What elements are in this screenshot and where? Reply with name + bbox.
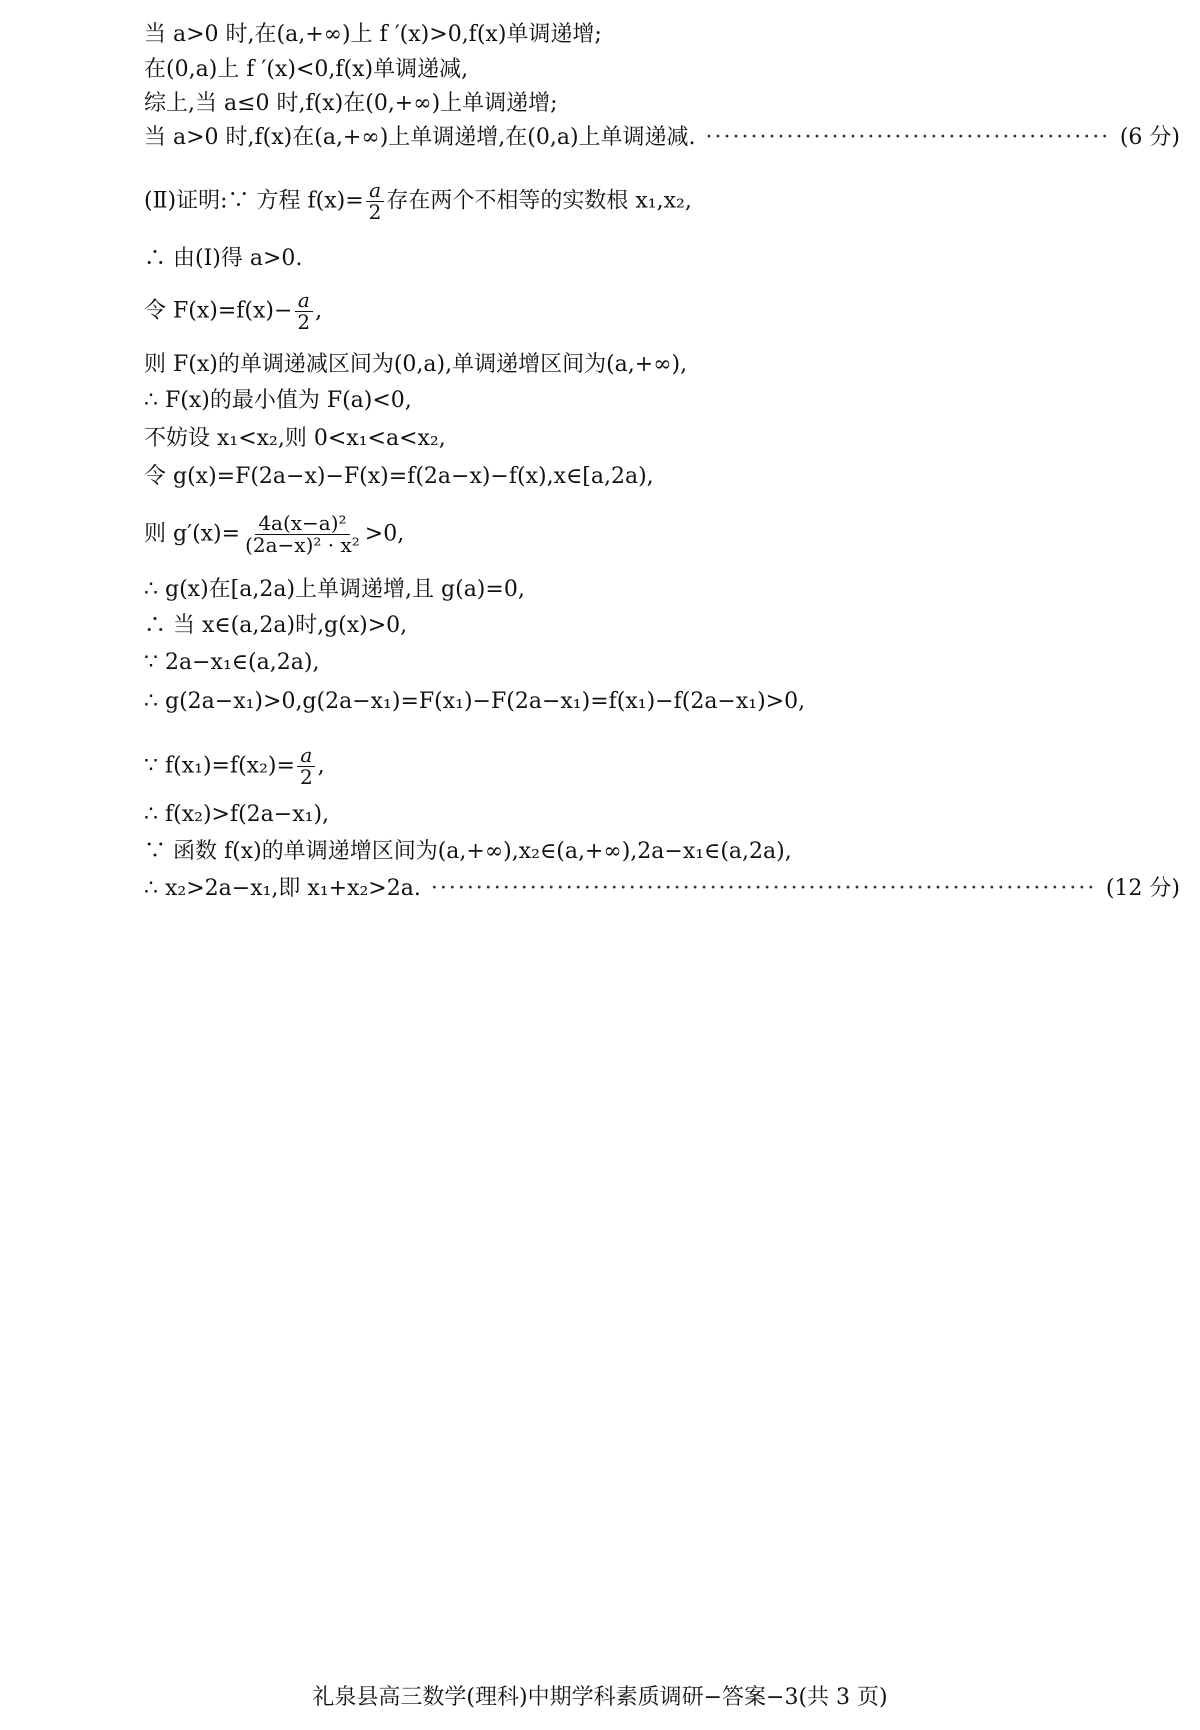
text-line: 令 g(x)=F(2a−x)−F(x)=f(2a−x)−f(x),x∈[a,2a),: [144, 464, 654, 489]
fraction-numerator: a: [297, 745, 315, 767]
fraction-numerator: a: [295, 290, 313, 312]
fraction: [242, 513, 363, 556]
text-line-with-score: [144, 123, 1180, 153]
text-segment: ,: [315, 298, 323, 324]
text-line: ∴ g(x)在[a,2a)上单调递增,且 g(a)=0,: [144, 577, 525, 602]
fraction-numerator: 4a(x−a)²: [255, 513, 349, 535]
text-line: [144, 513, 1180, 556]
text-line: ∴ f(x₂)>f(2a−x₁),: [144, 802, 330, 827]
fraction: [294, 290, 313, 333]
text-line: 综上,当 a≤0 时,f(x)在(0,+∞)上单调递增;: [144, 91, 558, 116]
text-line: 不妨设 x₁<x₂,则 0<x₁<a<x₂,: [144, 426, 446, 451]
fraction-denominator: (2a−x)² · x²: [245, 533, 360, 557]
fraction-denominator: 2: [368, 200, 382, 224]
text-line: ∴ x₂>2a−x₁,即 x₁+x₂>2a.: [144, 876, 421, 901]
text-segment: ,: [317, 753, 325, 779]
leader-dots: [706, 123, 1110, 153]
text-segment: (Ⅱ)证明:∵ 方程 f(x)=: [144, 188, 364, 214]
fraction: [366, 180, 385, 223]
fraction-denominator: 2: [297, 310, 311, 334]
text-line-with-score: [144, 874, 1180, 904]
fraction-denominator: 2: [299, 765, 313, 789]
fraction-numerator: a: [366, 180, 384, 202]
text-line: ∵ 函数 f(x)的单调递增区间为(a,+∞),x₂∈(a,+∞),2a−x₁∈(a,2a),: [144, 839, 792, 864]
text-segment: 令 F(x)=f(x)−: [144, 298, 293, 324]
text-line: 当 a>0 时,在(a,+∞)上 f ′(x)>0,f(x)单调递增;: [144, 22, 602, 47]
score-label: (6 分): [1119, 125, 1180, 150]
text-line: 则 F(x)的单调递减区间为(0,a),单调递增区间为(a,+∞),: [144, 352, 688, 377]
text-line: ∴ g(2a−x₁)>0,g(2a−x₁)=F(x₁)−F(2a−x₁)=f(x₁)−f(2a−x₁)>0,: [144, 689, 806, 714]
text-segment: 存在两个不相等的实数根 x₁,x₂,: [386, 188, 692, 214]
fraction: [297, 745, 316, 788]
text-line: [144, 180, 1180, 223]
text-line: 当 a>0 时,f(x)在(a,+∞)上单调递增,在(0,a)上单调递减.: [144, 125, 696, 150]
text-segment: 则 g′(x)=: [144, 521, 241, 547]
text-line: ∴ F(x)的最小值为 F(a)<0,: [144, 388, 412, 413]
text-line: ∵ 2a−x₁∈(a,2a),: [144, 650, 320, 675]
text-segment: >0,: [364, 521, 405, 547]
text-line: ∴ 当 x∈(a,2a)时,g(x)>0,: [144, 613, 408, 638]
text-segment: ∵ f(x₁)=f(x₂)=: [144, 753, 295, 779]
leader-dots: [431, 874, 1096, 904]
text-line: [144, 745, 1180, 788]
text-line: 在(0,a)上 f ′(x)<0,f(x)单调递减,: [144, 57, 469, 82]
score-label: (12 分): [1105, 876, 1180, 901]
page-footer: 礼泉县高三数学(理科)中期学科素质调研−答案−3(共 3 页): [312, 1685, 888, 1710]
text-line: [144, 290, 1180, 333]
text-line: ∴ 由(Ⅰ)得 a>0.: [144, 246, 303, 271]
